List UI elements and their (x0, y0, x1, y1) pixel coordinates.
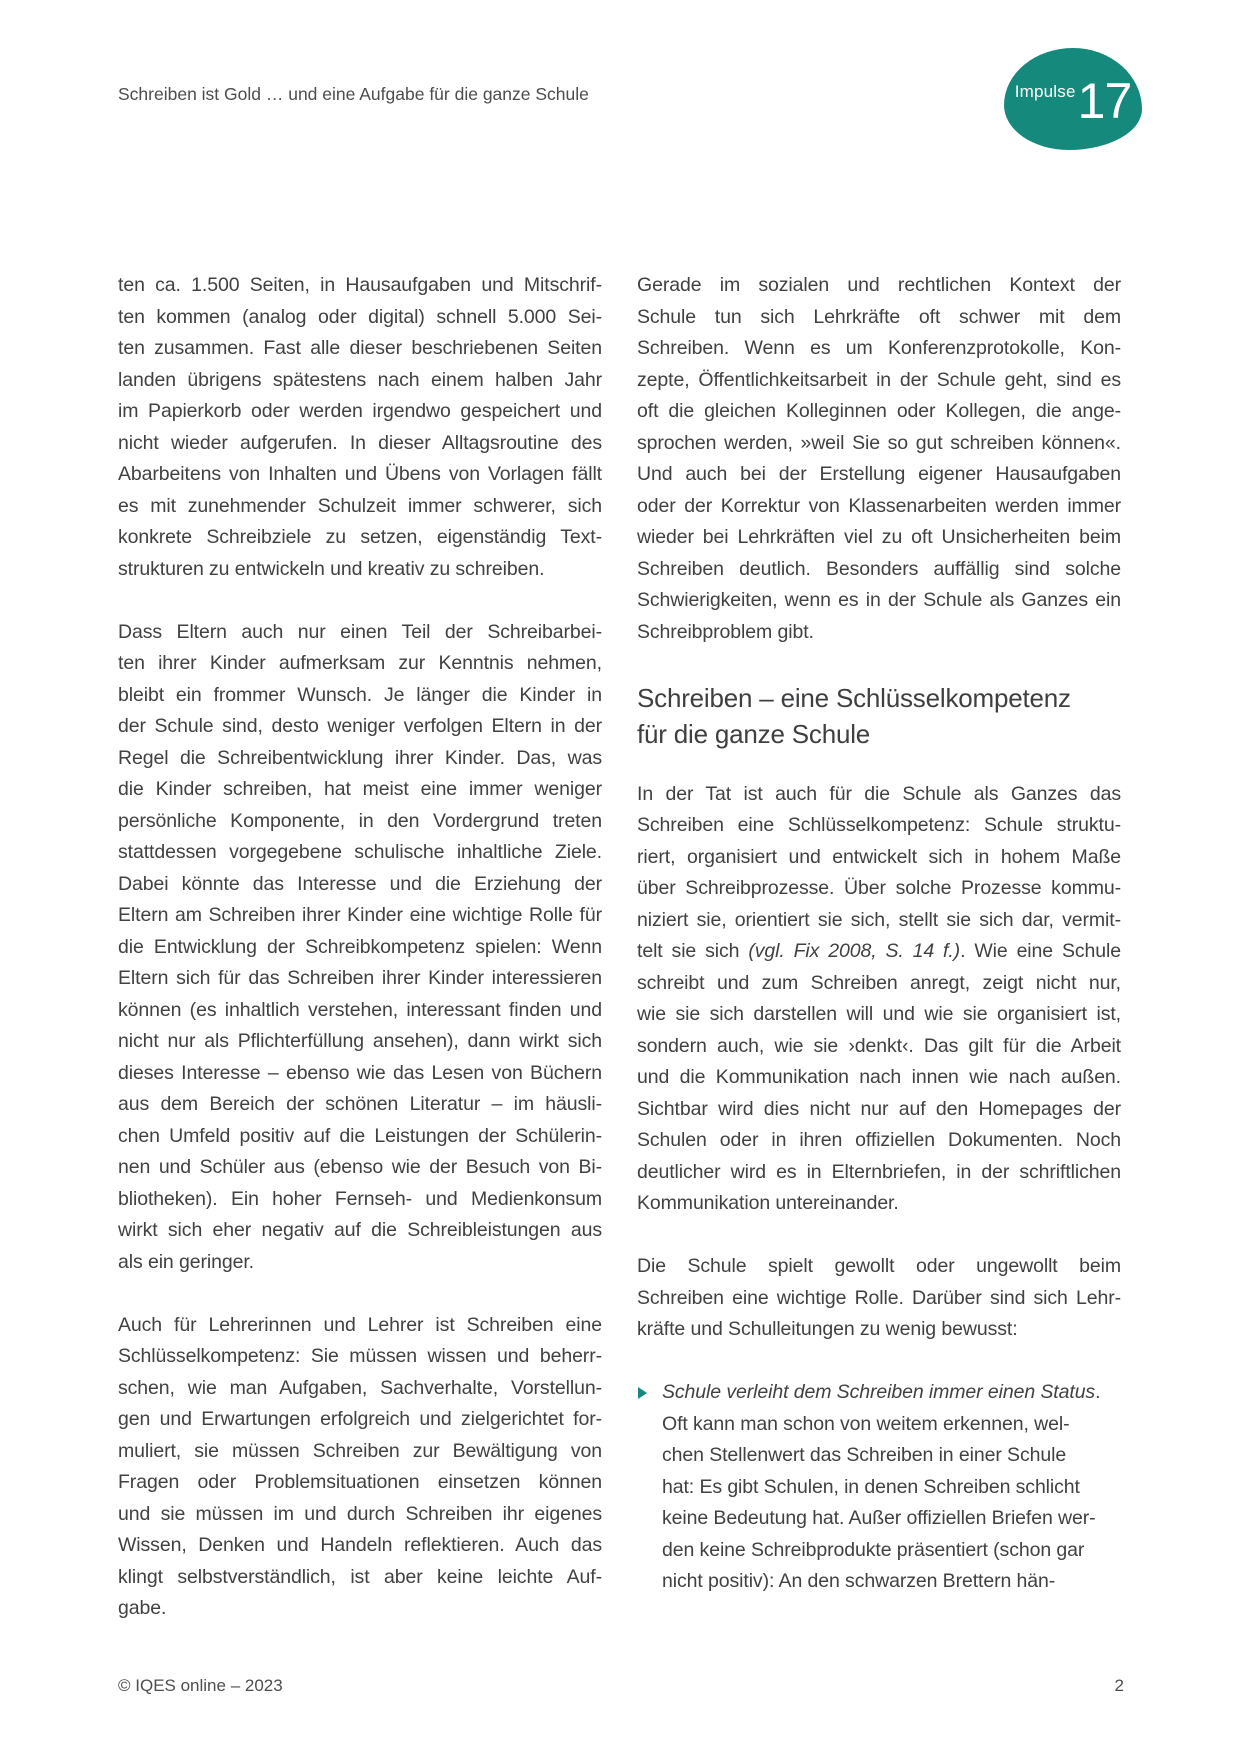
text-line: persönliche Komponente, in den Vordergrund treten (118, 809, 602, 832)
bullet-arrow-icon (638, 1387, 647, 1399)
text-line: Abarbeitens von Inhalten und Übens von Vorlagen fällt (118, 463, 602, 485)
text-line: nicht nur als Pflichterfüllung ansehen), dann wirkt sich (118, 1030, 602, 1052)
text-line: Schulen oder in ihren offiziellen Dokumenten. Noch (637, 1129, 1121, 1151)
text-line: die Kinder schreiben, hat meist eine immer weniger (118, 778, 602, 800)
text-line: Schreiben – eine Schlüsselkompetenz (637, 682, 1071, 713)
text-line: im Papierkorb oder werden irgendwo gespeichert und (118, 400, 602, 422)
text-line: sondern auch, wie sie ›denkt‹. Das gilt für die Arbeit (637, 1034, 1121, 1057)
text-line: Schreiben eine wichtige Rolle. Darüber sind sich Lehr- (637, 1286, 1121, 1309)
text-line: chen Stellenwert das Schreiben in einer Schule (662, 1444, 1067, 1466)
text-line: Schwierigkeiten, wenn es in der Schule als Ganzes ein (637, 589, 1121, 611)
text-line: zepte, Öffentlichkeitsarbeit in der Schule geht, sind es (637, 368, 1121, 391)
text-line: für die ganze Schule (637, 719, 871, 749)
text-line: Schreiben deutlich. Besonders auffällig sind solche (637, 557, 1121, 580)
text-line: landen übrigens spätestens nach einem halben Jahr (118, 368, 602, 391)
text-line: konkrete Schreibziele zu setzen, eigenständig Text- (118, 526, 602, 548)
text-line: nen und Schüler aus (ebenso wie der Besuch von Bi- (118, 1156, 602, 1178)
text-line: Schule tun sich Lehrkräfte oft schwer mit dem (637, 305, 1121, 328)
text-line: als ein geringer. (118, 1250, 254, 1273)
paragraph (118, 1310, 602, 1625)
text-line: stattdessen vorgegebene schulische inhaltliche Ziele. (118, 841, 602, 863)
text-line: den keine Schreibprodukte präsentiert (schon gar (662, 1538, 1085, 1561)
text-line: ten kommen (analog oder digital) schnell 5.000 Sei- (118, 305, 602, 328)
text-line: und sie müssen im und durch Schreiben ihr eigenes (118, 1502, 602, 1525)
text-line: Eltern am Schreiben ihrer Kinder eine wichtige Rolle für (118, 904, 602, 926)
text-line: ten ihrer Kinder aufmerksam zur Kenntnis nehmen, (118, 652, 602, 674)
text-line: In der Tat ist auch für die Schule als Ganzes das (637, 782, 1121, 805)
text-line: es mit zunehmender Schulzeit immer schwerer, sich (118, 494, 602, 517)
page-number: 2 (1114, 1676, 1124, 1695)
text-line: Schlüsselkompetenz: Sie müssen wissen und beherr- (118, 1345, 602, 1367)
text-line: Sichtbar wird dies nicht nur auf den Homepages der (637, 1097, 1121, 1120)
right-column (637, 270, 1121, 1656)
text-line: Kommunikation untereinander. (637, 1192, 899, 1214)
text-line: telt sie sich (vgl. Fix 2008, S. 14 f.). Wie eine Schule (637, 940, 1121, 962)
text-line: Schreiben. Wenn es um Konferenzprotokolle, Kon- (637, 337, 1121, 359)
text-line: strukturen zu entwickeln und kreativ zu schreiben. (118, 557, 545, 580)
text-line: muliert, sie müssen Schreiben zur Bewältigung von (118, 1439, 602, 1462)
text-line: Gerade im sozialen und rechtlichen Kontext der (637, 274, 1121, 296)
text-columns (118, 270, 1121, 1656)
text-line: Schreiben eine Schlüsselkompetenz: Schule struktu- (637, 814, 1121, 836)
text-line: bliotheken). Ein hoher Fernseh- und Medienkonsum (118, 1187, 602, 1210)
text-line: wieder bei Lehrkräften viel zu oft Unsicherheiten beim (637, 526, 1121, 548)
text-line: wirkt sich eher negativ auf die Schreibleistungen aus (118, 1219, 602, 1241)
text-line: deutlicher wird es in Elternbriefen, in der schriftlichen (637, 1160, 1121, 1183)
text-line: dieses Interesse – ebenso wie das Lesen von Büchern (118, 1061, 602, 1084)
text-line: schreibt und zum Schreiben anregt, zeigt nicht nur, (637, 971, 1121, 994)
bullet-item (637, 1377, 1121, 1598)
text-line: Dabei könnte das Interesse und die Erziehung der (118, 872, 602, 895)
text-line: Auch für Lehrerinnen und Lehrer ist Schreiben eine (118, 1313, 602, 1336)
badge-label: Impulse (1014, 82, 1076, 101)
impulse-badge (1004, 48, 1142, 150)
text-line: können (es inhaltlich verstehen, interessant finden und (118, 998, 602, 1021)
text-line: schen, wie man Aufgaben, Sachverhalte, Vorstellun- (118, 1376, 602, 1399)
text-line: gen und Erwartungen erfolgreich und zielgerichtet for- (118, 1408, 602, 1430)
text-line: Regel die Schreibentwicklung ihrer Kinder. Das, was (118, 746, 602, 769)
text-line: hat: Es gibt Schulen, in denen Schreiben schlicht (662, 1475, 1080, 1498)
text-line: gabe. (118, 1597, 167, 1619)
left-column (118, 270, 602, 1656)
text-line: bleibt ein frommer Wunsch. Je länger die Kinder in (118, 683, 602, 706)
text-line: Fragen oder Problemsituationen einsetzen können (118, 1471, 602, 1493)
text-line: wie sie sich darstellen will und wie sie organisiert ist, (637, 1003, 1121, 1025)
text-line: über Schreibprozesse. Über solche Prozesse kommu- (637, 877, 1121, 899)
page-header-title: Schreiben ist Gold … und eine Aufgabe für die ganze Schule (118, 84, 589, 104)
text-line: Wissen, Denken und Handeln reflektieren. Auch das (118, 1534, 602, 1556)
text-line: und die Kommunikation nach innen wie nach außen. (637, 1066, 1121, 1088)
text-line: Schule verleiht dem Schreiben immer einen Status. (662, 1381, 1101, 1403)
text-line: sprochen werden, »weil Sie so gut schreiben können«. (637, 431, 1121, 454)
text-line: kräfte und Schulleitungen zu wenig bewusst: (637, 1318, 1018, 1340)
text-line: Eltern sich für das Schreiben ihrer Kinder interessieren (118, 967, 602, 989)
text-line: aus dem Bereich der schönen Literatur – im häusli- (118, 1093, 602, 1115)
text-line: oft die gleichen Kolleginnen oder Kollegen, die ange- (637, 400, 1121, 422)
text-line: Die Schule spielt gewollt oder ungewollt beim (637, 1255, 1121, 1277)
text-line: nicht positiv): An den schwarzen Brettern hän- (662, 1570, 1056, 1592)
text-line: Oft kann man schon von weitem erkennen, wel- (662, 1412, 1070, 1435)
text-line: Und auch bei der Erstellung eigener Hausaufgaben (637, 463, 1121, 485)
paragraph (118, 270, 602, 585)
text-line: oder der Korrektur von Klassenarbeiten werden immer (637, 494, 1121, 517)
text-line: ten ca. 1.500 Seiten, in Hausaufgaben und Mitschrif- (118, 274, 602, 296)
badge-number: 17 (1077, 73, 1132, 129)
text-line: nicht wieder aufgerufen. In dieser Alltagsroutine des (118, 431, 602, 454)
paragraph (118, 617, 602, 1279)
text-line: ten zusammen. Fast alle dieser beschriebenen Seiten (118, 337, 602, 359)
text-line: Dass Eltern auch nur einen Teil der Schreibarbei- (118, 620, 602, 643)
paragraph (637, 1251, 1121, 1346)
paragraph (637, 779, 1121, 1220)
paragraph (637, 270, 1121, 648)
text-line: klingt selbstverständlich, ist aber keine leichte Auf- (118, 1565, 602, 1588)
text-line: keine Bedeutung hat. Außer offiziellen Briefen wer- (662, 1507, 1096, 1529)
text-line: Schreibproblem gibt. (637, 620, 814, 643)
text-line: riert, organisiert und entwickelt sich in hohem Maße (637, 845, 1121, 868)
text-line: chen Umfeld positiv auf die Leistungen der Schülerin- (118, 1124, 602, 1147)
text-line: die Entwicklung der Schreibkompetenz spielen: Wenn (118, 935, 602, 958)
copyright-text: © IQES online – 2023 (118, 1676, 283, 1695)
text-line: niziert sie, orientiert sie sich, stellt sie sich dar, vermit- (637, 908, 1121, 931)
text-line: der Schule sind, desto weniger verfolgen Eltern in der (118, 715, 602, 737)
section-heading (637, 680, 1121, 753)
